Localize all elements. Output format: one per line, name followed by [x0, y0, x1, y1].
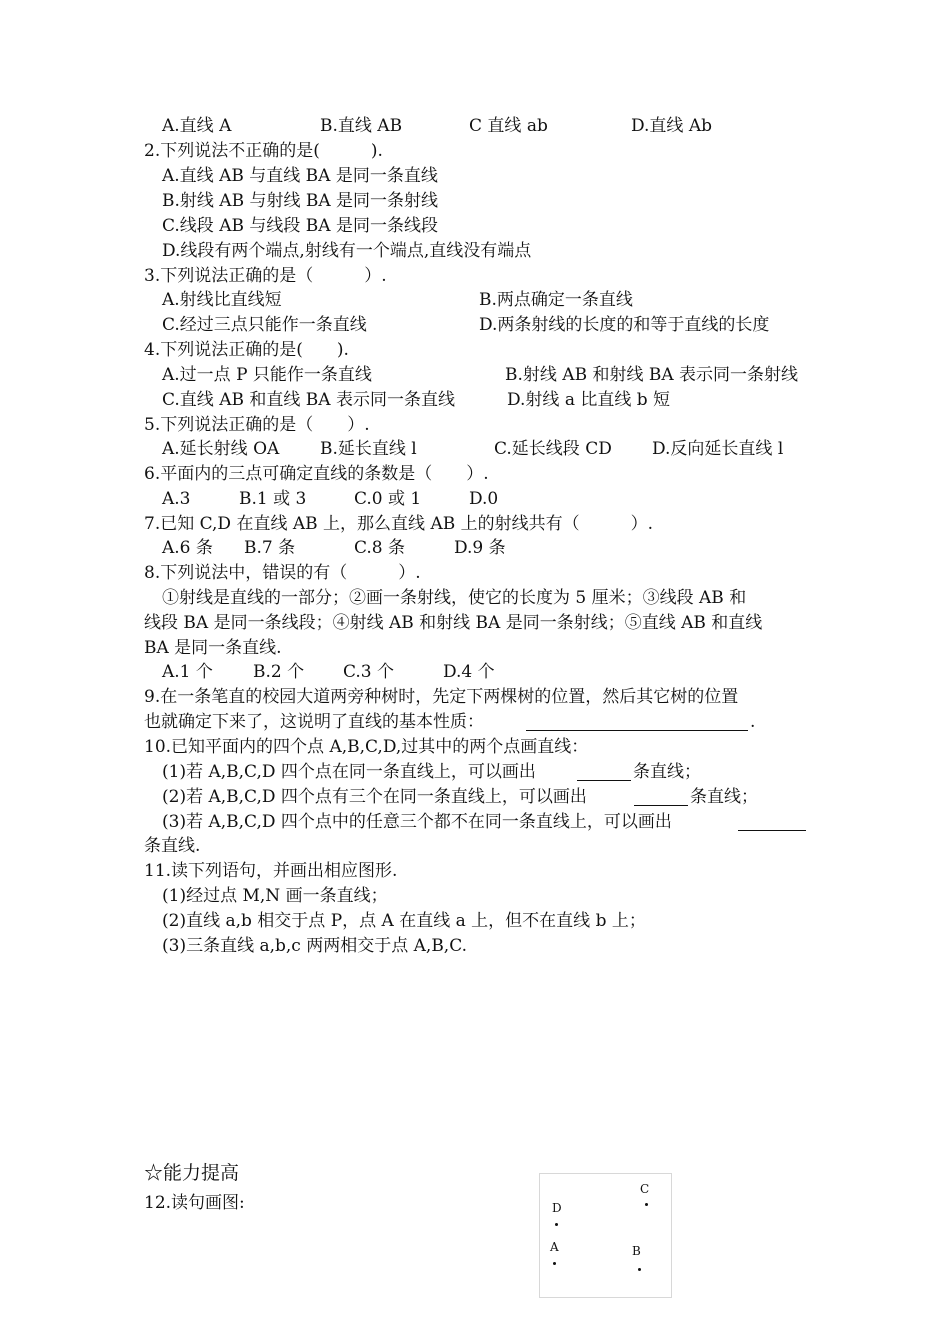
point-label: A: [550, 1240, 559, 1254]
text-line: D.射线 a 比直线 b 短: [507, 390, 671, 410]
text-line: B.2 个: [253, 662, 305, 682]
point-dot: [555, 1223, 558, 1226]
text-line: 2.下列说法不正确的是( ).: [144, 141, 383, 161]
text-line: D.9 条: [454, 538, 506, 558]
text-line: ☆能力提高: [144, 1162, 240, 1184]
text-line: A.1 个: [162, 662, 213, 682]
text-line: C 直线 ab: [469, 116, 548, 136]
answer-blank[interactable]: [526, 714, 748, 731]
point-dot: [553, 1262, 556, 1265]
text-line: C.延长线段 CD: [494, 439, 612, 459]
text-line: 条直线.: [144, 836, 201, 856]
text-line: D.两条射线的长度的和等于直线的长度: [479, 315, 770, 335]
text-line: A.延长射线 OA: [162, 439, 280, 459]
text-line: A.3: [162, 489, 191, 509]
text-line: B.7 条: [244, 538, 296, 558]
answer-blank[interactable]: [634, 789, 688, 806]
text-line: 8.下列说法中，错误的有（ ）.: [144, 563, 421, 583]
text-line: 条直线；: [690, 787, 758, 807]
text-line: 也就确定下来了，这说明了直线的基本性质：: [144, 712, 484, 732]
text-line: BA 是同一条直线.: [144, 638, 282, 658]
point-dot: [645, 1203, 648, 1206]
text-line: A.6 条: [162, 538, 213, 558]
text-line: 6.平面内的三点可确定直线的条数是（ ）.: [144, 464, 489, 484]
text-line: 7.已知 C,D 在直线 AB 上，那么直线 AB 上的射线共有（ ）.: [144, 514, 654, 534]
point-label: B: [632, 1244, 641, 1258]
text-line: B.直线 AB: [320, 116, 403, 136]
text-line: A.直线 AB 与直线 BA 是同一条直线: [162, 166, 438, 186]
text-line: B.1 或 3: [239, 489, 307, 509]
text-line: 3.下列说法正确的是（ ）.: [144, 266, 387, 286]
point-label: D: [552, 1201, 562, 1215]
text-line: 10.已知平面内的四个点 A,B,C,D,过其中的两个点画直线：: [144, 737, 589, 757]
text-line: (3)三条直线 a,b,c 两两相交于点 A,B,C.: [162, 936, 468, 956]
text-line: C.线段 AB 与线段 BA 是同一条线段: [162, 216, 438, 236]
text-line: A.过一点 P 只能作一条直线: [162, 365, 372, 385]
text-line: C.8 条: [354, 538, 406, 558]
text-line: 线段 BA 是同一条线段；④射线 AB 和射线 BA 是同一条射线；⑤直线 AB 和直线: [144, 613, 763, 633]
answer-blank[interactable]: [738, 814, 806, 831]
text-line: D.0: [469, 489, 499, 509]
text-line: B.两点确定一条直线: [479, 290, 633, 310]
text-line: C.3 个: [343, 662, 395, 682]
text-line: 11.读下列语句，并画出相应图形.: [144, 861, 398, 881]
text-line: 9.在一条笔直的校园大道两旁种树时，先定下两棵树的位置，然后其它树的位置: [144, 687, 739, 707]
text-line: 条直线；: [633, 762, 701, 782]
text-line: (3)若 A,B,C,D 四个点中的任意三个都不在同一条直线上，可以画出: [162, 812, 672, 832]
point-figure: [539, 1173, 672, 1298]
text-line: (2)直线 a,b 相交于点 P，点 A 在直线 a 上，但不在直线 b 上；: [162, 911, 646, 931]
text-line: B.延长直线 l: [320, 439, 417, 459]
text-line: C.直线 AB 和直线 BA 表示同一条直线: [162, 390, 455, 410]
text-line: (1)若 A,B,C,D 四个点在同一条直线上，可以画出: [162, 762, 536, 782]
text-line: C.经过三点只能作一条直线: [162, 315, 367, 335]
text-line: 12.读句画图:: [144, 1193, 245, 1213]
text-line: D.4 个: [443, 662, 495, 682]
text-line: D.反向延长直线 l: [652, 439, 784, 459]
text-line: 4.下列说法正确的是( ).: [144, 340, 349, 360]
text-line: A.射线比直线短: [162, 290, 282, 310]
text-line: (1)经过点 M,N 画一条直线；: [162, 886, 388, 906]
text-line: D.线段有两个端点,射线有一个端点,直线没有端点: [162, 241, 532, 261]
text-line: B.射线 AB 和射线 BA 表示同一条射线: [505, 365, 799, 385]
text-line: C.0 或 1: [354, 489, 422, 509]
text-line: 5.下列说法正确的是（ ）.: [144, 415, 370, 435]
text-line: B.射线 AB 与射线 BA 是同一条射线: [162, 191, 439, 211]
point-label: C: [640, 1182, 650, 1196]
text-line: ①射线是直线的一部分；②画一条射线，使它的长度为 5 厘米；③线段 AB 和: [162, 588, 747, 608]
text-line: (2)若 A,B,C,D 四个点有三个在同一条直线上，可以画出: [162, 787, 587, 807]
text-line: .: [750, 712, 756, 732]
point-dot: [638, 1268, 641, 1271]
text-line: D.直线 Ab: [631, 116, 712, 136]
text-line: A.直线 A: [162, 116, 232, 136]
answer-blank[interactable]: [577, 764, 631, 781]
